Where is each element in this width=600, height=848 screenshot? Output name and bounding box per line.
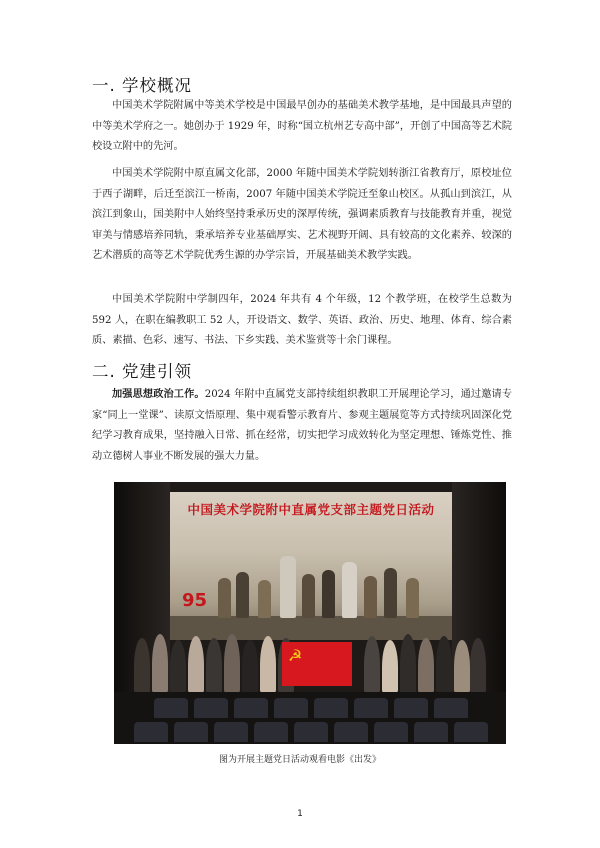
person	[134, 638, 150, 694]
hammer-sickle-icon: ☭	[288, 646, 303, 665]
screen-figure	[364, 576, 377, 618]
seat	[234, 698, 268, 718]
person	[242, 640, 258, 694]
event-photo	[114, 482, 506, 744]
cinema-screen	[170, 492, 452, 640]
seat	[154, 698, 188, 718]
seat	[454, 722, 488, 742]
seat	[274, 698, 308, 718]
theater-seats	[114, 692, 506, 744]
screen-figure	[236, 572, 249, 618]
screen-figure	[322, 570, 335, 618]
person	[260, 636, 276, 694]
paragraph-political-work-body: 2024 年附中直属党支部持续组织教职工开展理论学习，通过邀请专家“同上一堂课”、读原文悟原理、集中观看警示教育片、参观主题展览等方式持续巩固深化党纪学习教育成果，坚持融入日常、抓在经常，切实把学习成效转化为坚定理想、锤炼党性、推动立德树人事业不断发展的强大力量。	[92, 389, 513, 462]
seat	[134, 722, 168, 742]
paragraph-school-history: 中国美术学院附属中等美术学校是中国最早创办的基础美术教学基地，是中国最具声望的中等美术学府之一。她创办于 1929 年，时称“国立杭州艺专高中部”，开创了中国高等艺术院校设立附中的先河。	[92, 100, 512, 152]
page-number: 1	[297, 809, 303, 819]
screen-figure	[302, 574, 315, 618]
paragraph-political-work	[92, 384, 512, 467]
person	[454, 640, 470, 694]
seat	[354, 698, 388, 718]
seat	[314, 698, 348, 718]
seat	[194, 698, 228, 718]
person	[152, 634, 168, 694]
person	[418, 638, 434, 694]
screen-figure	[342, 562, 357, 618]
person	[224, 634, 240, 694]
paragraph-school-stats: 中国美术学院附中学制四年，2024 年共有 4 个年级，12 个教学班，在校学生总数为 592 人，在职在编教职工 52 人，开设语文、数学、英语、政治、历史、地理、体育、综合素质、素描、色彩、速写、书法、下乡实践、美术鉴赏等十余门课程。	[92, 294, 512, 346]
seat	[434, 698, 468, 718]
seat	[254, 722, 288, 742]
anniversary-logo: 95	[182, 590, 208, 611]
person	[382, 640, 398, 694]
party-flag	[282, 642, 352, 686]
section-heading-school-overview: 一. 学校概况	[92, 76, 192, 95]
section-heading-party-building: 二. 党建引领	[92, 362, 192, 381]
screen-figure	[218, 578, 231, 618]
person	[470, 638, 486, 694]
person	[188, 636, 204, 694]
seat	[414, 722, 448, 742]
seat	[294, 722, 328, 742]
screen-figure-center	[280, 556, 296, 618]
screen-figure	[258, 580, 271, 618]
person	[170, 640, 186, 694]
screen-banner: 中国美术学院附中直属党支部主题党日活动	[187, 502, 435, 517]
photo-caption: 图为开展主题党日活动观看电影《出发》	[218, 755, 381, 765]
person	[206, 638, 222, 694]
screen-figure	[384, 568, 397, 618]
person	[400, 634, 416, 694]
person	[436, 636, 452, 694]
seat	[334, 722, 368, 742]
person	[364, 636, 380, 694]
paragraph-school-relocation: 中国美术学院附中原直属文化部，2000 年随中国美术学院划转浙江省教育厅，原校址位于西子湖畔，后迁至滨江一桥南，2007 年随中国美术学院迁至象山校区。从孤山到滨江，从滨江到象山，国美附中人始终坚持秉承历史的深厚传统，强调素质教育与技能教育并重，视觉审美与情感培养同轨，秉承培养专业基础厚实、艺术视野开阔、具有较高的文化素养、较深的艺术潜质的高等艺术学院优秀生源的办学宗旨，开展基础美术教学实践。	[92, 168, 512, 261]
seat	[394, 698, 428, 718]
screen-figure	[406, 578, 419, 618]
seat	[374, 722, 408, 742]
seat	[174, 722, 208, 742]
lead-phrase: 加强思想政治工作。	[112, 388, 205, 400]
seat	[214, 722, 248, 742]
